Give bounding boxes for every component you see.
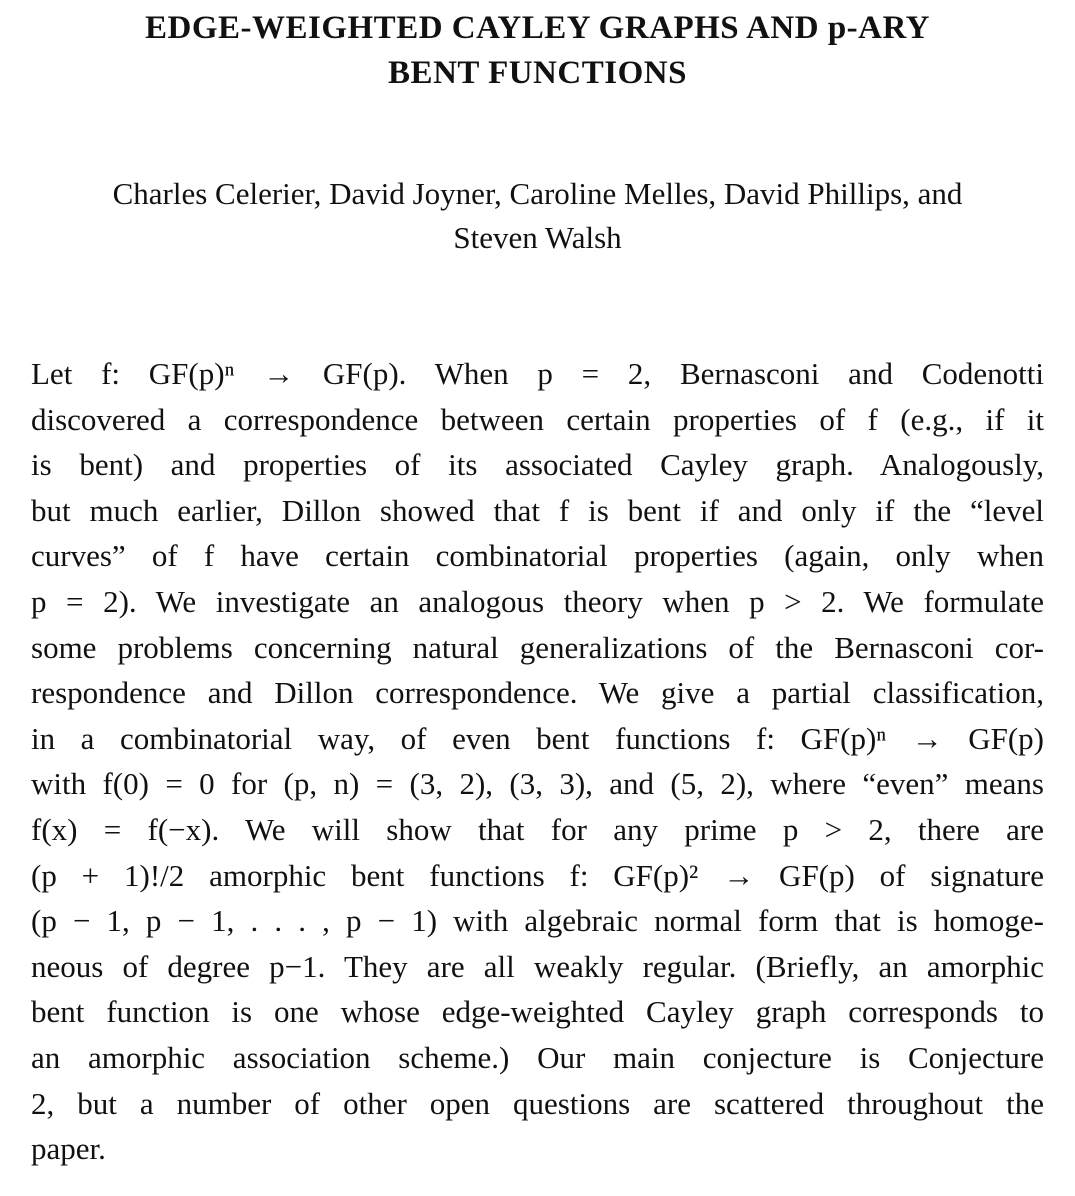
- abstract-line: an amorphic association scheme.) Our main conjecture is Conjecture: [31, 1039, 1044, 1075]
- abstract-line: p = 2). We investigate an analogous theory when p > 2. We formulate: [31, 583, 1044, 619]
- abstract-line: with f(0) = 0 for (p, n) = (3, 2), (3, 3), and (5, 2), where “even” means: [31, 766, 1044, 802]
- abstract-line: is bent) and properties of its associated Cayley graph. Analogously,: [31, 447, 1044, 483]
- abstract: [31, 351, 1044, 1172]
- author-list: [30, 172, 1045, 260]
- abstract-line: discovered a correspondence between certain properties of f (e.g., if it: [31, 401, 1044, 437]
- abstract-line: curves” of f have certain combinatorial properties (again, only when: [31, 538, 1044, 574]
- abstract-line: f(x) = f(−x). We will show that for any prime p > 2, there are: [31, 811, 1044, 847]
- title-line: EDGE-WEIGHTED CAYLEY GRAPHS AND p-ARY: [144, 10, 930, 46]
- abstract-line: paper.: [31, 1131, 106, 1167]
- abstract-line: bent function is one whose edge-weighted Cayley graph corresponds to: [31, 994, 1044, 1030]
- abstract-line: in a combinatorial way, of even bent functions f: GF(p)ⁿ → GF(p): [31, 720, 1044, 756]
- abstract-line: respondence and Dillon correspondence. We give a partial classification,: [31, 675, 1044, 711]
- abstract-line: neous of degree p−1. They are all weakly regular. (Briefly, an amorphic: [31, 948, 1044, 984]
- paper-title: [30, 6, 1045, 96]
- abstract-line: some problems concerning natural generalizations of the Bernasconi cor-: [31, 629, 1044, 665]
- author-line: Steven Walsh: [453, 220, 622, 255]
- abstract-line: Let f: GF(p)ⁿ → GF(p). When p = 2, Bernasconi and Codenotti: [31, 356, 1044, 391]
- abstract-line: (p − 1, p − 1, . . . , p − 1) with algebraic normal form that is homoge-: [31, 903, 1044, 939]
- abstract-line: but much earlier, Dillon showed that f is bent if and only if the “level: [31, 492, 1044, 528]
- title-line: BENT FUNCTIONS: [388, 55, 687, 91]
- author-line: Charles Celerier, David Joyner, Caroline Melles, David Phillips, and: [112, 176, 963, 211]
- abstract-line: (p + 1)!/2 amorphic bent functions f: GF(p)² → GF(p) of signature: [31, 857, 1044, 893]
- abstract-line: 2, but a number of other open questions are scattered throughout the: [31, 1085, 1044, 1121]
